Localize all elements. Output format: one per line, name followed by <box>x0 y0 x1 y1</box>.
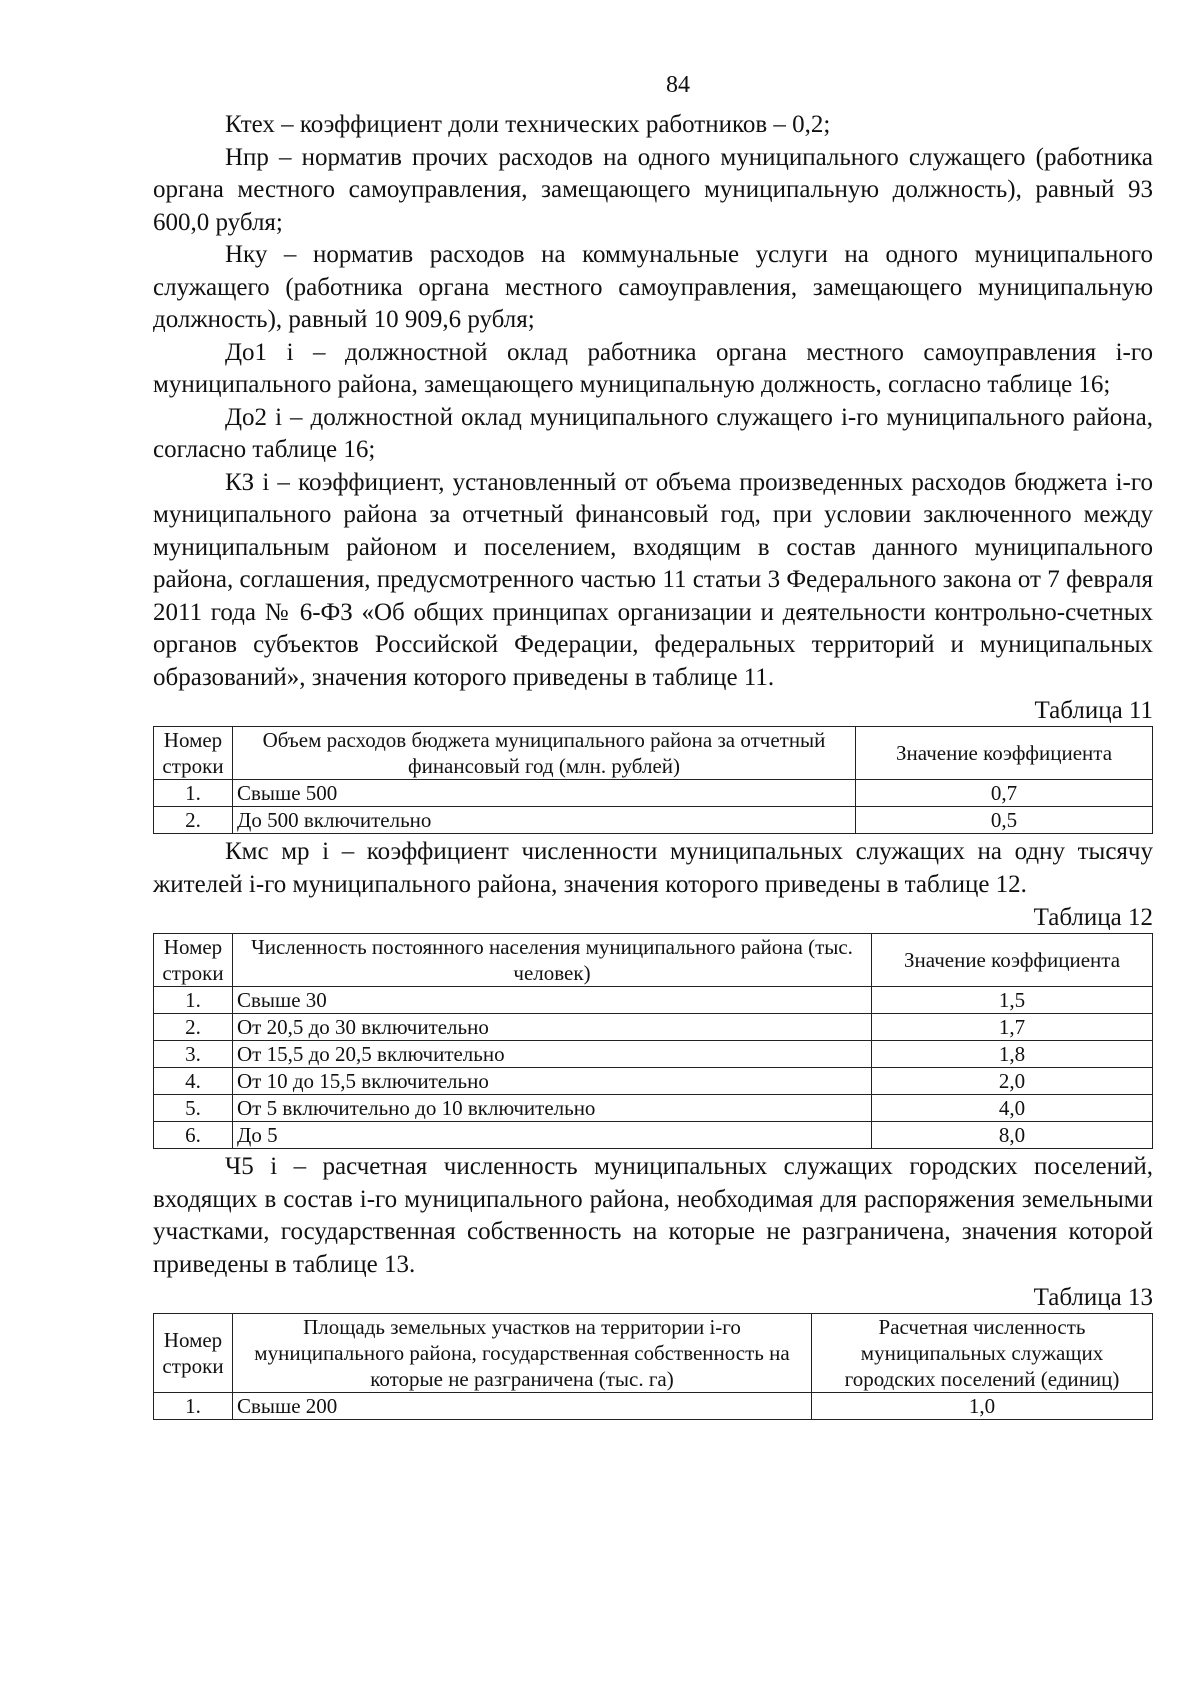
row-value: 1,5 <box>872 987 1153 1014</box>
table-12 <box>153 933 1153 1149</box>
row-num: 1. <box>154 987 233 1014</box>
row-desc: От 10 до 15,5 включительно <box>233 1068 872 1095</box>
table-11-caption: Таблица 11 <box>1034 697 1153 724</box>
paragraph-kms: Кмс мр i – коэффициент численности муниципальных служащих на одну тысячу жителей i-го муниципального района, значения которого приведены в таблице 12. <box>153 838 1153 898</box>
paragraph-do1: До1 i – должностной оклад работника органа местного самоуправления i-го муниципального района, замещающего муниципальную должность, согласно таблице 16; <box>153 338 1153 398</box>
table-row <box>154 1122 1153 1149</box>
table-header-row <box>154 934 1153 987</box>
column-header-num: Номер строки <box>154 1314 233 1393</box>
row-value: 2,0 <box>872 1068 1153 1095</box>
row-desc: Свыше 500 <box>233 780 856 807</box>
column-header-value: Значение коэффициента <box>856 727 1153 780</box>
paragraph-nku: Нку – норматив расходов на коммунальные услуги на одного муниципального служащего (работника органа местного самоуправления, замещающего муниципальную должность), равный 10 909,6 рубля; <box>153 241 1153 333</box>
paragraph-ch5: Ч5 i – расчетная численность муниципальных служащих городских поселений, входящих в состав i-го муниципального района, необходимая для распоряжения земельными участками, государственная собственность на которые не разграничена, значения которой приведены в таблице 13. <box>153 1153 1153 1278</box>
document-page <box>153 72 1153 1420</box>
table-header-row <box>154 727 1153 780</box>
table-row <box>154 780 1153 807</box>
paragraph-do2: До2 i – должностной оклад муниципального служащего i-го муниципального района, согласно таблице 16; <box>153 403 1153 463</box>
column-header-value: Значение коэффициента <box>872 934 1153 987</box>
row-value: 8,0 <box>872 1122 1153 1149</box>
table-row <box>154 807 1153 834</box>
paragraph-ktex: Ктех – коэффициент доли технических работников – 0,2; <box>225 111 831 138</box>
column-header-num: Номер строки <box>154 934 233 987</box>
table-header-row <box>154 1314 1153 1393</box>
table-row <box>154 1068 1153 1095</box>
row-num: 1. <box>154 1393 233 1420</box>
page-number: 84 <box>666 72 690 98</box>
row-num: 2. <box>154 807 233 834</box>
table-13-caption: Таблица 13 <box>1033 1284 1153 1311</box>
column-header-desc: Объем расходов бюджета муниципального района за отчетный финансовый год (млн. рублей) <box>233 727 856 780</box>
row-desc: До 500 включительно <box>233 807 856 834</box>
table-11 <box>153 726 1153 834</box>
row-value: 0,5 <box>856 807 1153 834</box>
column-header-value: Расчетная численность муниципальных служащих городских поселений (единиц) <box>812 1314 1153 1393</box>
table-row <box>154 1014 1153 1041</box>
row-num: 1. <box>154 780 233 807</box>
table-12-caption: Таблица 12 <box>1033 904 1153 931</box>
row-desc: От 20,5 до 30 включительно <box>233 1014 872 1041</box>
table-row <box>154 1095 1153 1122</box>
row-value: 1,7 <box>872 1014 1153 1041</box>
row-desc: От 5 включительно до 10 включительно <box>233 1095 872 1122</box>
paragraph-npr: Нпр – норматив прочих расходов на одного муниципального служащего (работника органа местного самоуправления, замещающего муниципальную должность), равный 93 600,0 рубля; <box>153 143 1153 236</box>
table-row <box>154 987 1153 1014</box>
row-num: 6. <box>154 1122 233 1149</box>
paragraph-kz: КЗ i – коэффициент, установленный от объема произведенных расходов бюджета i-го муниципального района за отчетный финансовый год, при условии заключенного между муниципальным районом и поселением, входящим в состав данного муниципального района, соглашения, предусмотренного частью 11 статьи 3 Федерального закона от 7 февраля 2011 года № 6-ФЗ «Об общих принципах организации и деятельности контрольно-счетных органов субъектов Российской Федерации, федеральных территорий и муниципальных образований», значения которого приведены в таблице 11. <box>153 468 1153 691</box>
table-row <box>154 1393 1153 1420</box>
table-13 <box>153 1313 1153 1420</box>
row-num: 3. <box>154 1041 233 1068</box>
row-desc: До 5 <box>233 1122 872 1149</box>
row-value: 0,7 <box>856 780 1153 807</box>
column-header-desc: Численность постоянного населения муниципального района (тыс. человек) <box>233 934 872 987</box>
row-num: 5. <box>154 1095 233 1122</box>
row-desc: Свыше 30 <box>233 987 872 1014</box>
row-value: 1,8 <box>872 1041 1153 1068</box>
column-header-num: Номер строки <box>154 727 233 780</box>
table-row <box>154 1041 1153 1068</box>
row-value: 4,0 <box>872 1095 1153 1122</box>
row-value: 1,0 <box>812 1393 1153 1420</box>
column-header-desc: Площадь земельных участков на территории i-го муниципального района, государственная собственность на которые не разграничена (тыс. га) <box>233 1314 812 1393</box>
row-num: 4. <box>154 1068 233 1095</box>
row-desc: От 15,5 до 20,5 включительно <box>233 1041 872 1068</box>
row-num: 2. <box>154 1014 233 1041</box>
row-desc: Свыше 200 <box>233 1393 812 1420</box>
